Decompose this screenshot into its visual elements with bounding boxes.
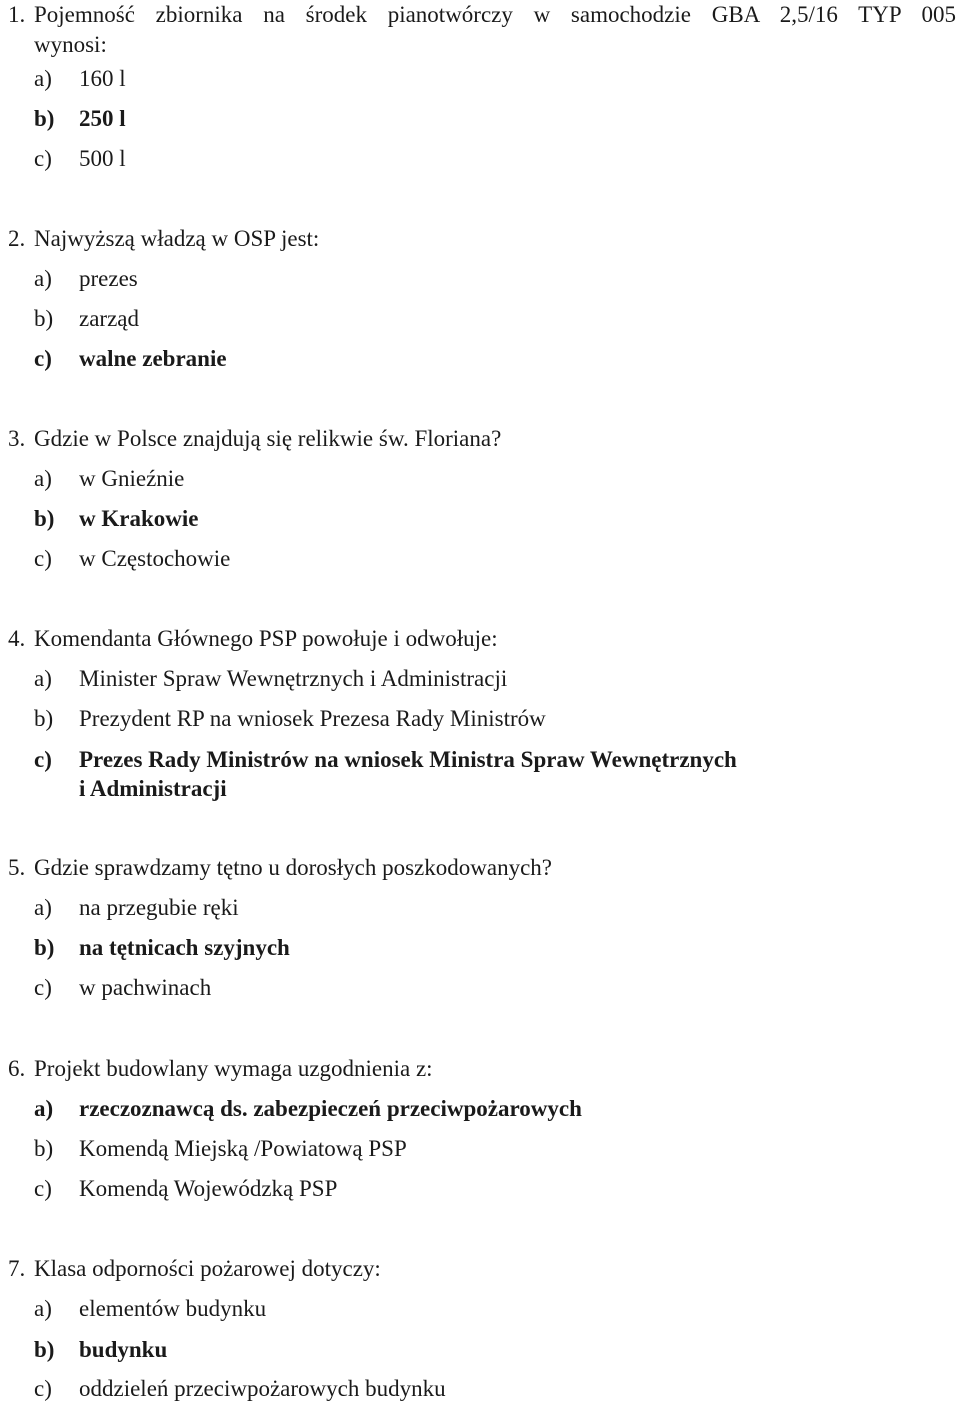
answer-letter: b) xyxy=(34,306,54,331)
question-number: 7. xyxy=(8,1256,26,1281)
answer-text: na tętnicach szyjnych xyxy=(79,935,290,960)
answer-text: w Częstochowie xyxy=(79,546,231,571)
answer-text: prezes xyxy=(79,266,138,291)
answer-letter: a) xyxy=(34,1096,54,1121)
answer-text: Prezydent RP na wniosek Prezesa Rady Ministrów xyxy=(79,706,546,731)
answer-text: 250 l xyxy=(79,106,126,131)
answer-letter: c) xyxy=(34,747,52,772)
answer-letter: b) xyxy=(34,706,54,731)
answer-text: rzeczoznawcą ds. zabezpieczeń przeciwpożarowych xyxy=(79,1096,582,1121)
question-text: Gdzie sprawdzamy tętno u dorosłych poszkodowanych? xyxy=(34,855,552,880)
answer-letter: c) xyxy=(34,1376,52,1401)
answer-text: na przegubie ręki xyxy=(79,895,239,920)
answer-letter: a) xyxy=(34,466,52,491)
answer-text: i Administracji xyxy=(79,776,227,801)
question-text: Gdzie w Polsce znajdują się relikwie św. Floriana? xyxy=(34,426,502,451)
answer-text: Komendą Miejską /Powiatową PSP xyxy=(79,1136,407,1161)
answer-letter: a) xyxy=(34,895,52,920)
answer-letter: a) xyxy=(34,666,52,691)
question-text: Projekt budowlany wymaga uzgodnienia z: xyxy=(34,1056,433,1081)
question-number: 2. xyxy=(8,226,26,251)
answer-letter: a) xyxy=(34,266,52,291)
answer-letter: b) xyxy=(34,506,55,531)
answer-text: oddzieleń przeciwpożarowych budynku xyxy=(79,1376,446,1401)
answer-text: 500 l xyxy=(79,146,126,171)
answer-text: budynku xyxy=(79,1337,168,1362)
answer-letter: c) xyxy=(34,146,52,171)
answer-letter: c) xyxy=(34,546,52,571)
answer-letter: b) xyxy=(34,935,55,960)
answer-text: zarząd xyxy=(79,306,139,331)
question-text: Komendanta Głównego PSP powołuje i odwołuje: xyxy=(34,626,498,651)
answer-text: Komendą Wojewódzką PSP xyxy=(79,1176,338,1201)
answer-letter: a) xyxy=(34,1296,52,1321)
answer-text: elementów budynku xyxy=(79,1296,267,1321)
answer-text: w Krakowie xyxy=(79,506,199,531)
question-text: Pojemność zbiornika na środek pianotwórczy w samochodzie GBA 2,5/16 TYP 005 xyxy=(34,2,956,27)
question-text: Najwyższą władzą w OSP jest: xyxy=(34,226,320,251)
question-text-continuation: wynosi: xyxy=(34,32,107,57)
answer-text: Minister Spraw Wewnętrznych i Administracji xyxy=(79,666,508,691)
answer-text: Prezes Rady Ministrów na wniosek Ministra Spraw Wewnętrznych xyxy=(79,747,737,772)
answer-letter: b) xyxy=(34,1337,55,1362)
question-text: Klasa odporności pożarowej dotyczy: xyxy=(34,1256,381,1281)
question-number: 3. xyxy=(8,426,26,451)
answer-letter: b) xyxy=(34,1136,54,1161)
answer-letter: c) xyxy=(34,346,52,371)
answer-letter: c) xyxy=(34,975,52,1000)
answer-letter: b) xyxy=(34,106,55,131)
question-number: 6. xyxy=(8,1056,26,1081)
question-number: 1. xyxy=(8,2,26,27)
answer-text: 160 l xyxy=(79,66,126,91)
question-number: 5. xyxy=(8,855,26,880)
question-number: 4. xyxy=(8,626,26,651)
answer-letter: c) xyxy=(34,1176,52,1201)
answer-text: walne zebranie xyxy=(79,346,227,371)
answer-text: w Gnieźnie xyxy=(79,466,185,491)
answer-letter: a) xyxy=(34,66,52,91)
answer-text: w pachwinach xyxy=(79,975,212,1000)
